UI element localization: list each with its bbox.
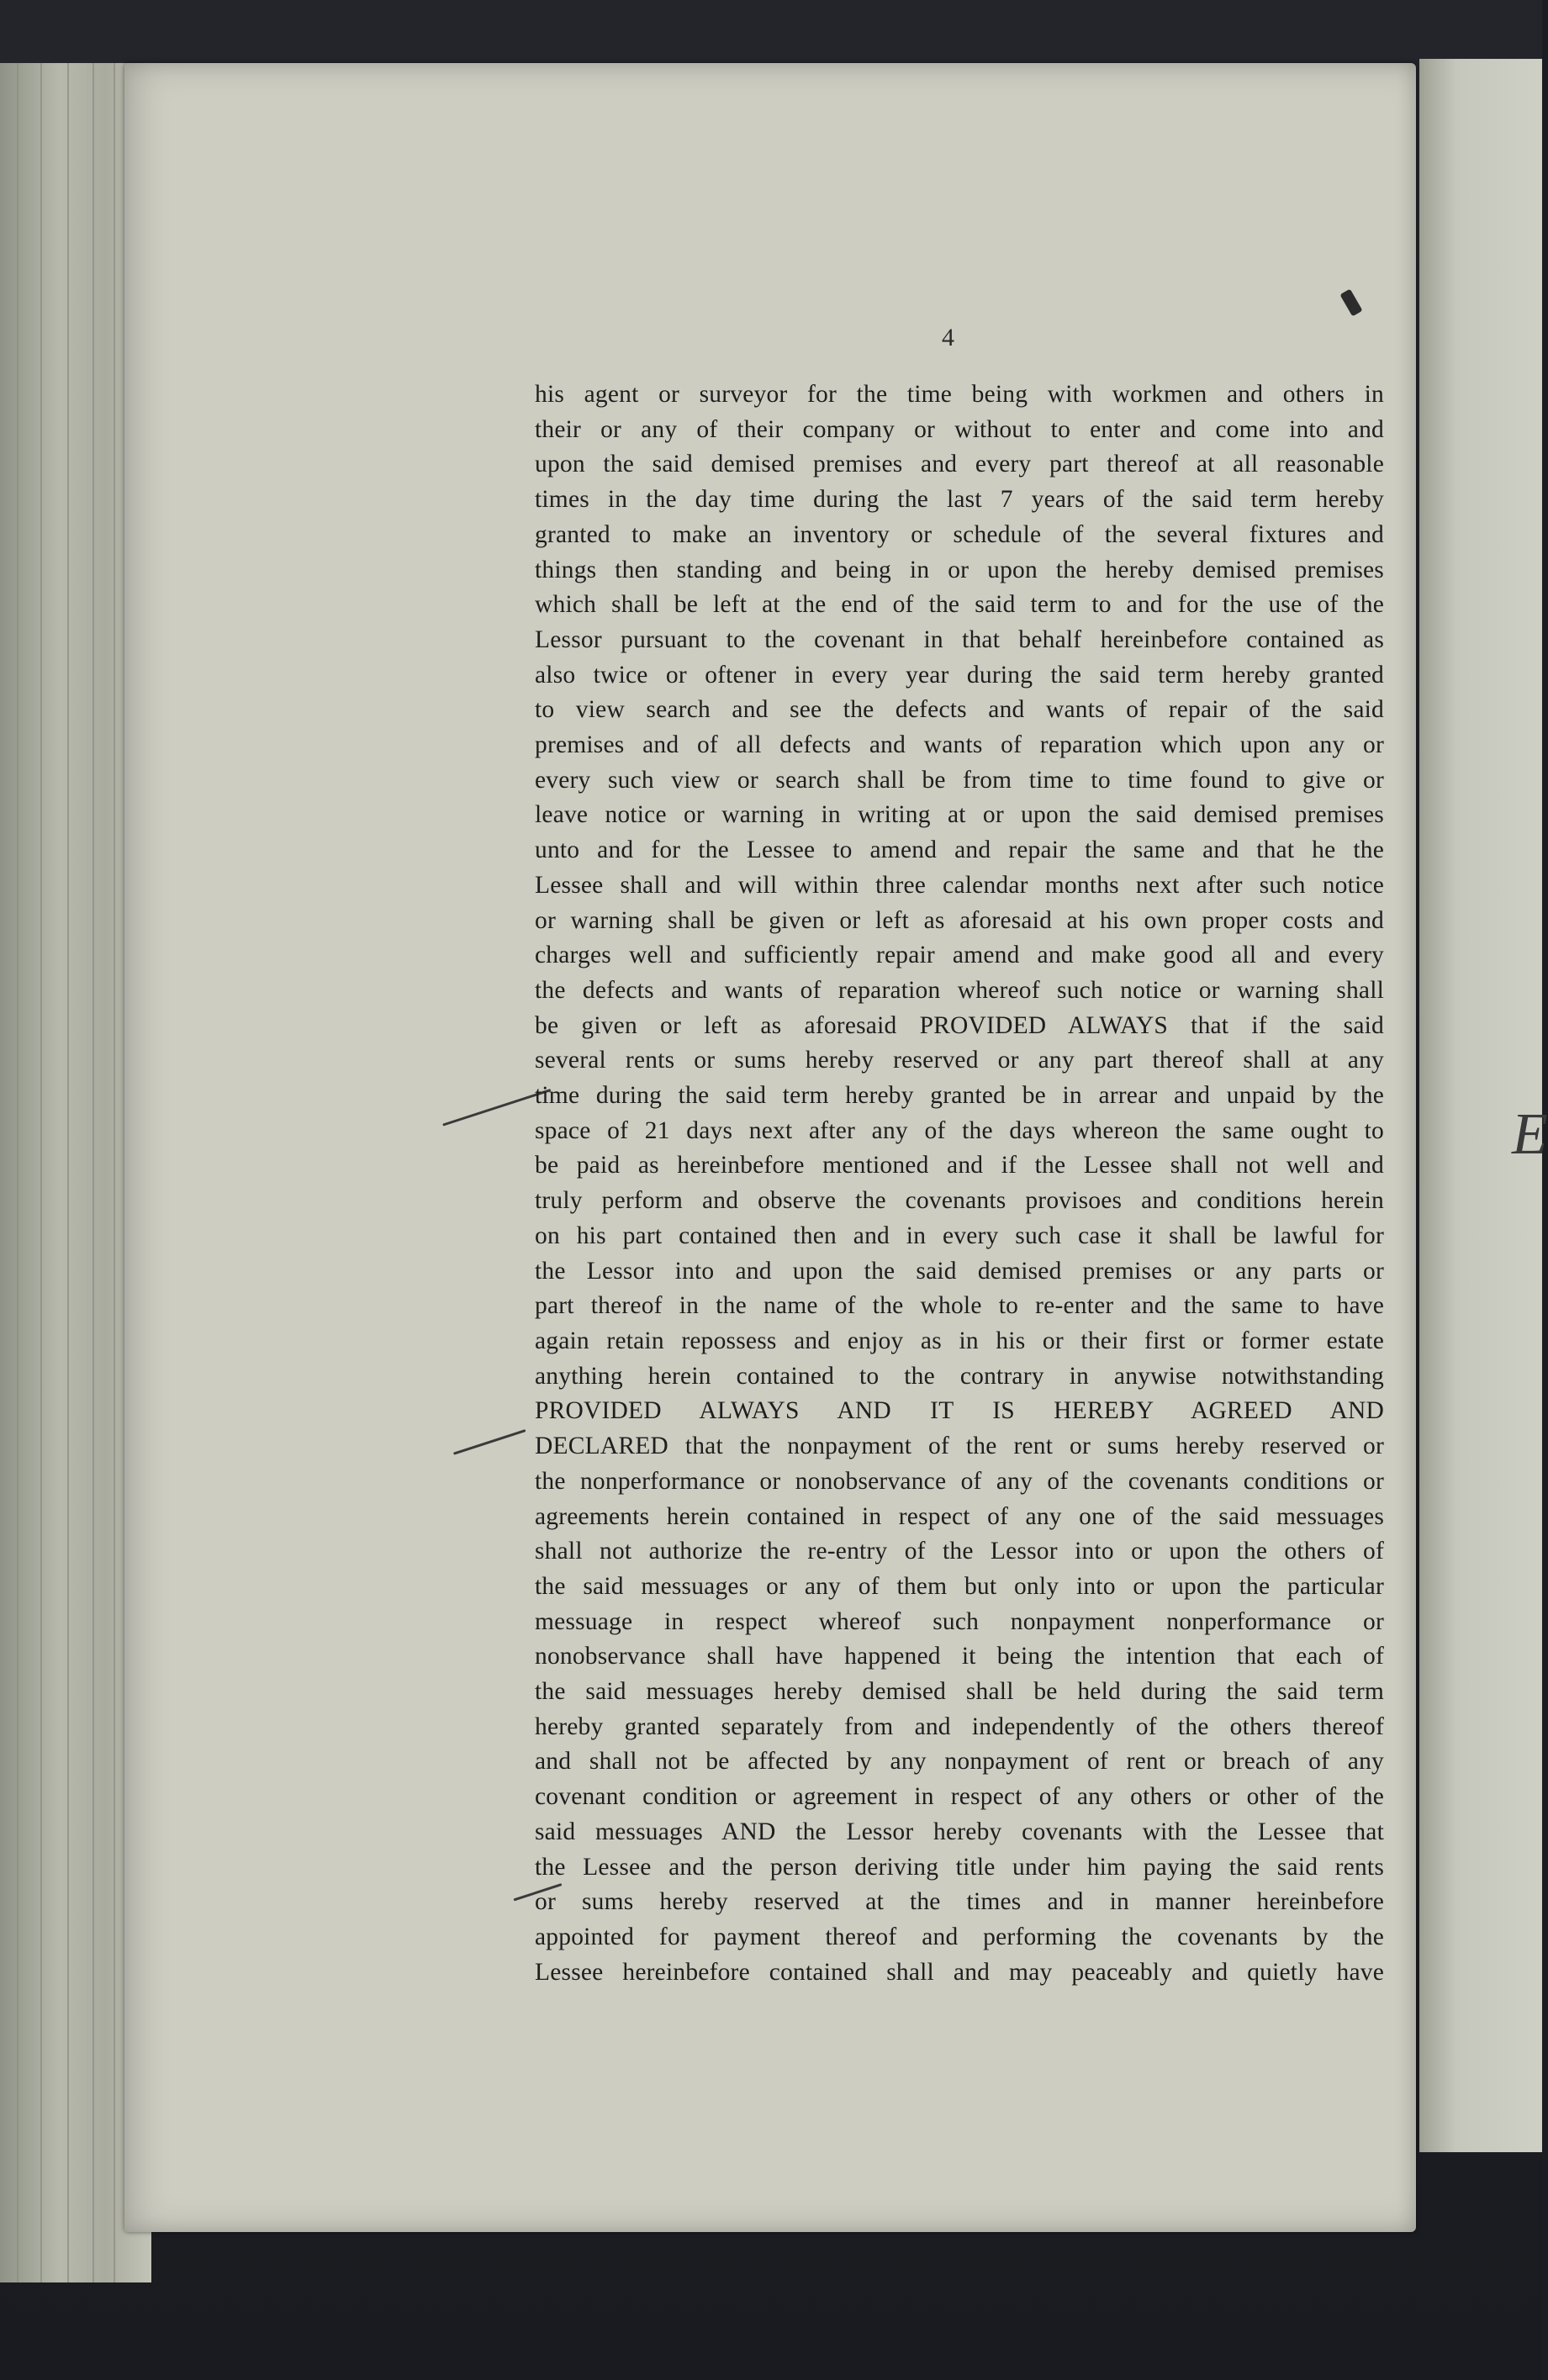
text-line: or warning shall be given or left as aforesaid at his own proper costs and <box>535 906 1384 934</box>
text-line: and shall not be affected by any nonpayment of rent or breach of any <box>535 1748 1384 1776</box>
text-line: truly perform and observe the covenants provisoes and conditions herein <box>535 1187 1384 1215</box>
text-line: premises and of all defects and wants of reparation which upon any or <box>535 731 1384 759</box>
text-line: things then standing and being in or upon the hereby demised premises <box>535 556 1384 583</box>
text-line: to view search and see the defects and wants of repair of the said <box>535 696 1384 724</box>
text-line: the said messuages or any of them but only into or upon the particular <box>535 1572 1384 1600</box>
text-line: hereby granted separately from and independently of the others thereof <box>535 1712 1384 1740</box>
facing-page-letter: E <box>1512 1102 1548 1167</box>
text-line: the Lessee and the person deriving title under him paying the said rents <box>535 1853 1384 1881</box>
text-line: his agent or surveyor for the time being with workmen and others in <box>535 381 1384 408</box>
text-line: appointed for payment thereof and performing the covenants by the <box>535 1923 1384 1950</box>
text-line: said messuages AND the Lessor hereby covenants with the Lessee that <box>535 1818 1384 1845</box>
text-line: also twice or oftener in every year during the said term hereby granted <box>535 661 1384 689</box>
facing-page-edge <box>1419 59 1548 2152</box>
text-line: shall not authorize the re-entry of the Lessor into or upon the others of <box>535 1538 1384 1565</box>
text-line: time during the said term hereby granted be in arrear and unpaid by the <box>535 1082 1384 1110</box>
text-line: unto and for the Lessee to amend and repair the same and that he the <box>535 836 1384 864</box>
text-line: several rents or sums hereby reserved or any part thereof shall at any <box>535 1047 1384 1074</box>
text-line: DECLARED that the nonpayment of the rent or sums hereby reserved or <box>535 1433 1384 1460</box>
text-line: charges well and sufficiently repair amend and make good all and every <box>535 942 1384 969</box>
text-line: messuage in respect whereof such nonpayment nonperformance or <box>535 1607 1384 1635</box>
text-line: Lessee hereinbefore contained shall and may peaceably and quietly have <box>535 1958 1384 1986</box>
text-line: part thereof in the name of the whole to re-enter and the same to have <box>535 1292 1384 1320</box>
text-line: agreements herein contained in respect of any one of the said messuages <box>535 1502 1384 1530</box>
text-line: upon the said demised premises and every part thereof at all reasonable <box>535 451 1384 478</box>
text-line: again retain repossess and enjoy as in his or their first or former estate <box>535 1327 1384 1354</box>
text-line: times in the day time during the last 7 years of the said term hereby <box>535 486 1384 514</box>
text-line: the Lessor into and upon the said demised premises or any parts or <box>535 1257 1384 1285</box>
text-line: nonobservance shall have happened it being the intention that each of <box>535 1643 1384 1670</box>
text-line: or sums hereby reserved at the times and in manner hereinbefore <box>535 1888 1384 1916</box>
text-line: PROVIDED ALWAYS AND IT IS HEREBY AGREED AND <box>535 1397 1384 1425</box>
text-line: the defects and wants of reparation whereof such notice or warning shall <box>535 976 1384 1004</box>
text-line: their or any of their company or without to enter and come into and <box>535 415 1384 443</box>
text-line: space of 21 days next after any of the days whereon the same ought to <box>535 1116 1384 1144</box>
text-line: be given or left as aforesaid PROVIDED ALWAYS that if the said <box>535 1011 1384 1039</box>
text-line: Lessee shall and will within three calendar months next after such notice <box>535 871 1384 899</box>
text-line: covenant condition or agreement in respect of any others or other of the <box>535 1783 1384 1811</box>
text-line: which shall be left at the end of the said term to and for the use of the <box>535 591 1384 619</box>
text-line: the nonperformance or nonobservance of any of the covenants conditions or <box>535 1467 1384 1495</box>
text-line: the said messuages hereby demised shall be held during the said term <box>535 1678 1384 1706</box>
text-line: anything herein contained to the contrary in anywise notwithstanding <box>535 1362 1384 1390</box>
text-line: granted to make an inventory or schedule of the several fixtures and <box>535 520 1384 548</box>
page-number: 4 <box>942 324 954 351</box>
text-line: leave notice or warning in writing at or upon the said demised premises <box>535 801 1384 829</box>
text-line: Lessor pursuant to the covenant in that behalf hereinbefore contained as <box>535 625 1384 653</box>
text-line: every such view or search shall be from time to time found to give or <box>535 766 1384 794</box>
text-line: be paid as hereinbefore mentioned and if the Lessee shall not well and <box>535 1152 1384 1179</box>
document-body-text <box>535 377 1384 1990</box>
text-line: on his part contained then and in every such case it shall be lawful for <box>535 1222 1384 1249</box>
